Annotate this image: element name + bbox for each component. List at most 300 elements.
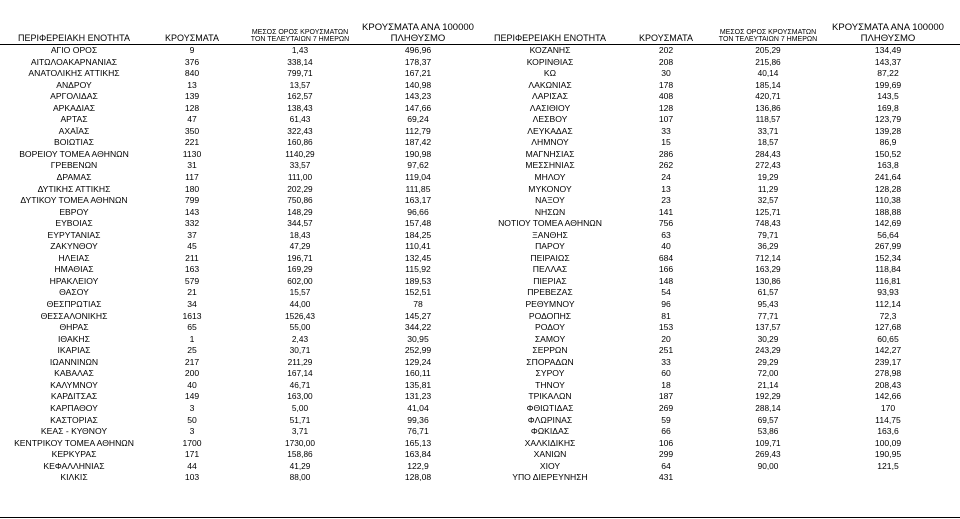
cases-per-100000: 165,13: [404, 437, 432, 448]
cases-count: 171: [184, 449, 200, 460]
cases-per-100000: 131,23: [404, 391, 432, 402]
cases-per-100000: 121,5: [877, 460, 899, 471]
seven-day-average: 1140,29: [285, 148, 315, 159]
cases-count: 3: [189, 426, 195, 437]
cases-per-100000: 114,75: [875, 414, 901, 425]
seven-day-average: 55,00: [289, 322, 311, 333]
seven-day-average: 138,43: [287, 102, 313, 113]
seven-day-average: 118,57: [755, 114, 781, 125]
cases-count: 44: [187, 460, 197, 471]
table-row: [0, 114, 960, 126]
cases-count: 1: [189, 333, 195, 344]
cases-per-100000: 142,66: [874, 391, 902, 402]
region-name: ΒΟΙΩΤΙΑΣ: [54, 137, 94, 148]
cases-per-100000: 170: [880, 402, 896, 413]
seven-day-average: 185,14: [755, 79, 781, 90]
cases-per-100000: 199,69: [874, 79, 902, 90]
cases-count: 1613: [182, 310, 202, 321]
seven-day-average: 3,71: [291, 426, 309, 437]
cases-count: 20: [661, 333, 671, 344]
region-name: ΚΕΝΤΡΙΚΟΥ ΤΟΜΕΑ ΑΘΗΝΩΝ: [14, 437, 134, 448]
region-name: ΕΒΡΟΥ: [59, 206, 89, 217]
cases-per-100000: 344,22: [404, 322, 432, 333]
cases-per-100000: 112,14: [875, 299, 901, 310]
seven-day-average: 163,00: [287, 391, 313, 402]
cases-count: 153: [658, 322, 674, 333]
table-row: [0, 449, 960, 461]
cases-count: 65: [187, 322, 197, 333]
cases-count: 54: [661, 287, 671, 298]
table-row: [0, 461, 960, 473]
cases-count: 756: [658, 218, 674, 229]
cases-per-100000: 189,53: [404, 275, 432, 286]
cases-count: 143: [184, 206, 200, 217]
table-row: [0, 426, 960, 438]
seven-day-average: 269,43: [755, 449, 781, 460]
region-name: ΧΙΟΥ: [539, 460, 561, 471]
cases-per-100000: 56,64: [877, 229, 899, 240]
table-row: [0, 207, 960, 219]
cases-per-100000: 100,09: [874, 437, 902, 448]
seven-day-average: 79,71: [757, 229, 779, 240]
region-name: ΡΟΔΟΠΗΣ: [528, 310, 572, 321]
region-name: ΓΡΕΒΕΝΩΝ: [50, 160, 98, 171]
region-name: ΛΑΚΩΝΙΑΣ: [528, 79, 572, 90]
cases-count: 15: [661, 137, 671, 148]
region-name: ΠΡΕΒΕΖΑΣ: [527, 287, 573, 298]
region-name: ΜΕΣΣΗΝΙΑΣ: [525, 160, 575, 171]
cases-count: 408: [658, 91, 674, 102]
cases-per-100000: 169,8: [877, 102, 899, 113]
seven-day-average: 46,71: [289, 379, 311, 390]
region-name: ΚΟΖΑΝΗΣ: [529, 45, 571, 55]
region-name: ΚΩ: [543, 68, 557, 79]
cases-count: 117: [185, 172, 199, 183]
cases-per-100000: 152,51: [404, 287, 432, 298]
region-name: ΠΙΕΡΙΑΣ: [533, 275, 567, 286]
cases-per-100000: 187,42: [404, 137, 432, 148]
cases-count: 251: [658, 345, 674, 356]
seven-day-average: 77,71: [757, 310, 779, 321]
header-label: ΠΕΡΙΦΕΡΕΙΑΚΗ ΕΝΟΤΗΤΑ: [493, 33, 607, 44]
cases-per-100000: 139,28: [874, 125, 902, 136]
cases-per-100000: 178,37: [404, 56, 432, 67]
cases-count: 431: [658, 472, 674, 483]
table-row: [0, 195, 960, 207]
cases-count: 269: [658, 402, 674, 413]
header-label-line1: ΚΡΟΥΣΜΑΤΑ ΑΝΑ 100000: [362, 22, 474, 34]
cases-per-100000: 241,64: [874, 172, 902, 183]
seven-day-average: 420,71: [755, 91, 781, 102]
seven-day-average: 29,29: [757, 356, 779, 367]
table-row: [0, 103, 960, 115]
column-header-regional-unit: [0, 18, 148, 44]
cases-per-100000: 116,81: [875, 275, 901, 286]
seven-day-average: 215,86: [755, 56, 781, 67]
table-row: [0, 311, 960, 323]
cases-count: 33: [661, 356, 671, 367]
cases-per-100000: 129,24: [404, 356, 432, 367]
seven-day-average: 19,29: [757, 172, 779, 183]
region-name: ΑΝΔΡΟΥ: [56, 79, 92, 90]
seven-day-average: 799,71: [287, 68, 313, 79]
region-name: ΛΑΡΙΣΑΣ: [532, 91, 568, 102]
seven-day-average: 41,29: [289, 460, 311, 471]
region-name: ΗΡΑΚΛΕΙΟΥ: [49, 275, 99, 286]
cases-per-100000: 167,21: [404, 68, 432, 79]
region-name: ΚΕΑΣ - ΚΥΘΝΟΥ: [40, 426, 108, 437]
seven-day-average: 15,57: [289, 287, 311, 298]
table-row: [0, 137, 960, 149]
region-name: ΝΑΞΟΥ: [535, 195, 565, 206]
table-row: [0, 345, 960, 357]
region-name: ΚΑΣΤΟΡΙΑΣ: [50, 414, 98, 425]
cases-per-100000: 132,45: [404, 252, 432, 263]
cases-count: 217: [184, 356, 200, 367]
header-label: ΚΡΟΥΣΜΑΤΑ: [639, 33, 693, 44]
region-name: ΑΙΤΩΛΟΑΚΑΡΝΑΝΙΑΣ: [30, 56, 118, 67]
region-name: ΤΗΝΟΥ: [535, 379, 565, 390]
cases-count: 66: [661, 426, 671, 437]
region-name: ΣΠΟΡΑΔΩΝ: [526, 356, 574, 367]
table-row: [0, 472, 960, 484]
cases-count: 684: [658, 252, 674, 263]
cases-per-100000: 184,25: [404, 229, 432, 240]
column-header-cases: [148, 18, 236, 44]
seven-day-average: 53,86: [757, 426, 779, 437]
region-name: ΙΩΑΝΝΙΝΩΝ: [49, 356, 99, 367]
cases-count: 18: [661, 379, 671, 390]
seven-day-average: 163,29: [755, 264, 781, 275]
cases-count: 64: [661, 460, 671, 471]
table-row: [0, 68, 960, 80]
cases-per-100000: 157,48: [404, 218, 432, 229]
table-row: [0, 91, 960, 103]
region-name: ΙΚΑΡΙΑΣ: [57, 345, 91, 356]
table-row: [0, 264, 960, 276]
seven-day-average: 160,86: [287, 137, 313, 148]
seven-day-average: 40,14: [757, 68, 779, 79]
header-label-line1: ΜΕΣΟΣ ΟΡΟΣ ΚΡΟΥΣΜΑΤΩΝ: [251, 28, 349, 36]
cases-per-100000: 127,68: [874, 322, 902, 333]
cases-per-100000: 188,88: [874, 206, 902, 217]
column-header-regional-unit-right: [476, 18, 624, 44]
region-name: ΦΛΩΡΙΝΑΣ: [527, 414, 573, 425]
cases-count: 23: [661, 195, 671, 206]
cases-count: 376: [184, 56, 200, 67]
cases-per-100000: 99,36: [407, 414, 429, 425]
cases-per-100000: 143,23: [404, 91, 432, 102]
cases-per-100000: 86,9: [879, 137, 897, 148]
cases-per-100000: 123,79: [874, 114, 902, 125]
seven-day-average: 32,57: [757, 195, 779, 206]
cases-count: 187: [658, 391, 674, 402]
cases-per-100000: 87,22: [877, 68, 899, 79]
region-name: ΦΘΙΩΤΙΔΑΣ: [526, 402, 574, 413]
cases-count: 262: [658, 160, 674, 171]
cases-per-100000: 267,99: [874, 241, 902, 252]
seven-day-average: 167,14: [287, 368, 313, 379]
cases-per-100000: 96,66: [407, 206, 429, 217]
region-name: ΠΑΡΟΥ: [535, 241, 565, 252]
region-name: ΘΑΣΟΥ: [59, 287, 89, 298]
cases-count: 202: [658, 45, 674, 55]
table-row: [0, 253, 960, 265]
cases-per-100000: 135,81: [404, 379, 432, 390]
cases-count: 33: [661, 125, 671, 136]
cases-count: 332: [184, 218, 200, 229]
cases-count: 3: [189, 402, 195, 413]
bottom-divider: [0, 517, 960, 518]
cases-count: 163: [184, 264, 200, 275]
seven-day-average: 602,00: [287, 275, 313, 286]
seven-day-average: 158,86: [287, 449, 313, 460]
cases-per-100000: 128,08: [404, 472, 432, 483]
cases-count: 47: [187, 114, 197, 125]
cases-per-100000: 122,9: [407, 460, 429, 471]
table-row: [0, 230, 960, 242]
seven-day-average: 33,71: [757, 125, 779, 136]
region-name: ΞΑΝΘΗΣ: [532, 229, 568, 240]
cases-per-100000: 143,5: [877, 91, 899, 102]
region-name: ΜΗΛΟΥ: [534, 172, 566, 183]
seven-day-average: 162,57: [287, 91, 313, 102]
cases-per-100000: 208,43: [874, 379, 902, 390]
region-name: ΚΕΦΑΛΛΗΝΙΑΣ: [43, 460, 105, 471]
region-name: ΕΥΡΥΤΑΝΙΑΣ: [47, 229, 101, 240]
seven-day-average: 47,29: [289, 241, 311, 252]
table-row: [0, 160, 960, 172]
header-label-line2: ΤΟΝ ΤΕΛΕΥΤΑΙΩΝ 7 ΗΜΕΡΩΝ: [718, 36, 818, 44]
cases-count: 63: [661, 229, 671, 240]
cases-per-100000: 112,79: [405, 125, 431, 136]
cases-count: 350: [184, 125, 200, 136]
cases-count: 34: [187, 299, 197, 310]
header-label-line2: ΤΟΝ ΤΕΛΕΥΤΑΙΩΝ 7 ΗΜΕΡΩΝ: [250, 36, 350, 44]
seven-day-average: 95,43: [757, 299, 779, 310]
seven-day-average: 36,29: [757, 241, 779, 252]
seven-day-average: 109,71: [755, 437, 781, 448]
region-name: ΑΡΤΑΣ: [60, 114, 88, 125]
seven-day-average: 51,71: [289, 414, 311, 425]
cases-per-100000: 118,84: [875, 264, 901, 275]
seven-day-average: 130,86: [755, 275, 781, 286]
region-name: ΘΕΣΠΡΩΤΙΑΣ: [46, 299, 102, 310]
region-name: ΘΗΡΑΣ: [59, 322, 89, 333]
cases-per-100000: 252,99: [404, 345, 432, 356]
seven-day-average: 11,29: [757, 183, 779, 194]
cases-per-100000: 239,17: [874, 356, 902, 367]
region-name: ΒΟΡΕΙΟΥ ΤΟΜΕΑ ΑΘΗΝΩΝ: [19, 148, 129, 159]
cases-per-100000: 30,95: [407, 333, 429, 344]
seven-day-average: 136,86: [755, 102, 781, 113]
region-name: ΑΡΚΑΔΙΑΣ: [52, 102, 96, 113]
region-name: ΑΧΑΪΑΣ: [58, 125, 90, 136]
column-header-cases-per-100000: [360, 18, 476, 44]
region-name: ΣΥΡΟΥ: [535, 368, 565, 379]
region-name: ΦΩΚΙΔΑΣ: [530, 426, 570, 437]
region-name: ΕΥΒΟΙΑΣ: [55, 218, 93, 229]
cases-count: 128: [658, 102, 674, 113]
column-header-cases-right: [622, 18, 710, 44]
seven-day-average: 750,86: [287, 195, 313, 206]
header-label-line2: ΠΛΗΘΥΣΜΟ: [860, 32, 916, 44]
table-body: [0, 45, 960, 484]
cases-per-100000: 143,37: [874, 56, 902, 67]
seven-day-average: 30,29: [757, 333, 779, 344]
seven-day-average: 272,43: [755, 160, 781, 171]
region-name: ΠΕΛΛΑΣ: [532, 264, 568, 275]
header-label-line2: ΠΛΗΘΥΣΜΟ: [390, 32, 446, 44]
table-row: [0, 403, 960, 415]
cases-per-100000: 119,04: [405, 172, 431, 183]
seven-day-average: 2,43: [291, 333, 309, 344]
header-label: ΚΡΟΥΣΜΑΤΑ: [165, 33, 219, 44]
table-row: [0, 241, 960, 253]
seven-day-average: 202,29: [287, 183, 313, 194]
cases-per-100000: 111,85: [405, 183, 431, 194]
region-name: ΑΝΑΤΟΛΙΚΗΣ ΑΤΤΙΚΗΣ: [28, 68, 120, 79]
region-name: ΚΟΡΙΝΘΙΑΣ: [526, 56, 574, 67]
region-name: ΜΑΓΝΗΣΙΑΣ: [525, 148, 575, 159]
cases-count: 30: [661, 68, 671, 79]
cases-count: 96: [661, 299, 671, 310]
region-name: ΛΗΜΝΟΥ: [531, 137, 569, 148]
seven-day-average: 169,29: [287, 264, 313, 275]
cases-count: 149: [184, 391, 200, 402]
cases-count: 25: [187, 345, 197, 356]
seven-day-average: 18,57: [757, 137, 779, 148]
column-header-cases-per-100000-right: [826, 18, 950, 44]
cases-per-100000: 163,17: [404, 195, 432, 206]
region-name: ΚΙΛΚΙΣ: [60, 472, 88, 483]
cases-count: 148: [658, 275, 674, 286]
region-name: ΝΗΣΩΝ: [534, 206, 566, 217]
cases-count: 40: [661, 241, 671, 252]
table-row: [0, 57, 960, 69]
cases-per-100000: 60,65: [877, 333, 899, 344]
table-row: [0, 391, 960, 403]
cases-count: 45: [187, 241, 197, 252]
cases-per-100000: 41,04: [407, 402, 429, 413]
table-row: [0, 322, 960, 334]
cases-per-100000: 190,95: [874, 449, 902, 460]
seven-day-average: 748,43: [755, 218, 781, 229]
cases-per-100000: 78: [413, 299, 423, 310]
table-row: [0, 287, 960, 299]
table-row: [0, 299, 960, 311]
region-name: ΛΕΣΒΟΥ: [532, 114, 568, 125]
cases-count: 13: [187, 79, 197, 90]
cases-per-100000: 142,69: [874, 218, 902, 229]
cases-per-100000: 110,38: [875, 195, 901, 206]
cases-count: 166: [658, 264, 674, 275]
cases-count: 299: [658, 449, 674, 460]
cases-per-100000: 147,66: [404, 102, 432, 113]
table-row: [0, 80, 960, 92]
region-name: ΣΕΡΡΩΝ: [532, 345, 568, 356]
seven-day-average: 338,14: [287, 56, 313, 67]
region-name: ΣΑΜΟΥ: [534, 333, 566, 344]
region-name: ΘΕΣΣΑΛΟΝΙΚΗΣ: [40, 310, 108, 321]
region-name: ΖΑΚΥΝΘΟΥ: [50, 241, 98, 252]
region-name: ΧΑΝΙΩΝ: [533, 449, 567, 460]
cases-count: 40: [187, 379, 197, 390]
cases-count: 1130: [182, 148, 202, 159]
seven-day-average: 111,00: [287, 172, 313, 183]
region-name: ΙΘΑΚΗΣ: [58, 333, 90, 344]
cases-per-100000: 152,34: [874, 252, 902, 263]
seven-day-average: 284,43: [755, 148, 781, 159]
region-name: ΚΑΡΔΙΤΣΑΣ: [50, 391, 98, 402]
region-name: ΤΡΙΚΑΛΩΝ: [528, 391, 572, 402]
cases-count: 180: [184, 183, 200, 194]
table-row: [0, 276, 960, 288]
seven-day-average: 1526,43: [285, 310, 315, 321]
seven-day-average: 148,29: [287, 206, 313, 217]
cases-count: 200: [184, 368, 200, 379]
table-row: [0, 415, 960, 427]
cases-per-100000: 93,93: [877, 287, 899, 298]
cases-count: 139: [184, 91, 200, 102]
cases-count: 211: [185, 252, 199, 263]
cases-count: 24: [661, 172, 671, 183]
column-header-7day-average-right: [712, 18, 824, 44]
region-name: ΔΥΤΙΚΗΣ ΑΤΤΙΚΗΣ: [37, 183, 111, 194]
region-name: ΑΓΙΟ ΟΡΟΣ: [50, 45, 98, 55]
cases-count: 21: [187, 287, 197, 298]
region-name: ΡΟΔΟΥ: [535, 322, 565, 333]
seven-day-average: 30,71: [289, 345, 311, 356]
header-label-line1: ΚΡΟΥΣΜΑΤΑ ΑΝΑ 100000: [832, 22, 944, 34]
cases-count: 1700: [182, 437, 202, 448]
cases-per-100000: 76,71: [407, 426, 429, 437]
seven-day-average: 211,29: [287, 356, 313, 367]
table-row: [0, 334, 960, 346]
cases-per-100000: 142,27: [874, 345, 902, 356]
region-name: ΡΕΘΥΜΝΟΥ: [525, 299, 575, 310]
cases-per-100000: 97,62: [407, 160, 429, 171]
cases-count: 31: [187, 160, 197, 171]
region-name: ΑΡΓΟΛΙΔΑΣ: [50, 91, 98, 102]
cases-per-100000: 190,98: [404, 148, 432, 159]
seven-day-average: 322,43: [287, 125, 313, 136]
cases-per-100000: 134,49: [874, 45, 902, 55]
region-name: ΗΜΑΘΙΑΣ: [54, 264, 94, 275]
cases-count: 9: [189, 45, 195, 55]
header-label: ΠΕΡΙΦΕΡΕΙΑΚΗ ΕΝΟΤΗΤΑ: [17, 33, 131, 44]
cases-count: 59: [661, 414, 671, 425]
seven-day-average: 344,57: [287, 218, 313, 229]
cases-per-100000: 278,98: [874, 368, 902, 379]
table-row: [0, 184, 960, 196]
table-row: [0, 149, 960, 161]
cases-count: 128: [184, 102, 200, 113]
seven-day-average: 5,00: [291, 402, 309, 413]
seven-day-average: 243,29: [755, 345, 781, 356]
region-name: ΚΑΡΠΑΘΟΥ: [50, 402, 98, 413]
cases-per-100000: 69,24: [407, 114, 429, 125]
seven-day-average: 205,29: [755, 45, 781, 55]
seven-day-average: 61,57: [757, 287, 779, 298]
table-row: [0, 438, 960, 450]
region-name: ΗΛΕΙΑΣ: [58, 252, 90, 263]
cases-per-100000: 72,3: [879, 310, 897, 321]
cases-count: 579: [184, 275, 200, 286]
region-name: ΛΑΣΙΘΙΟΥ: [529, 102, 571, 113]
table-row: [0, 126, 960, 138]
region-name: ΜΥΚΟΝΟΥ: [528, 183, 572, 194]
